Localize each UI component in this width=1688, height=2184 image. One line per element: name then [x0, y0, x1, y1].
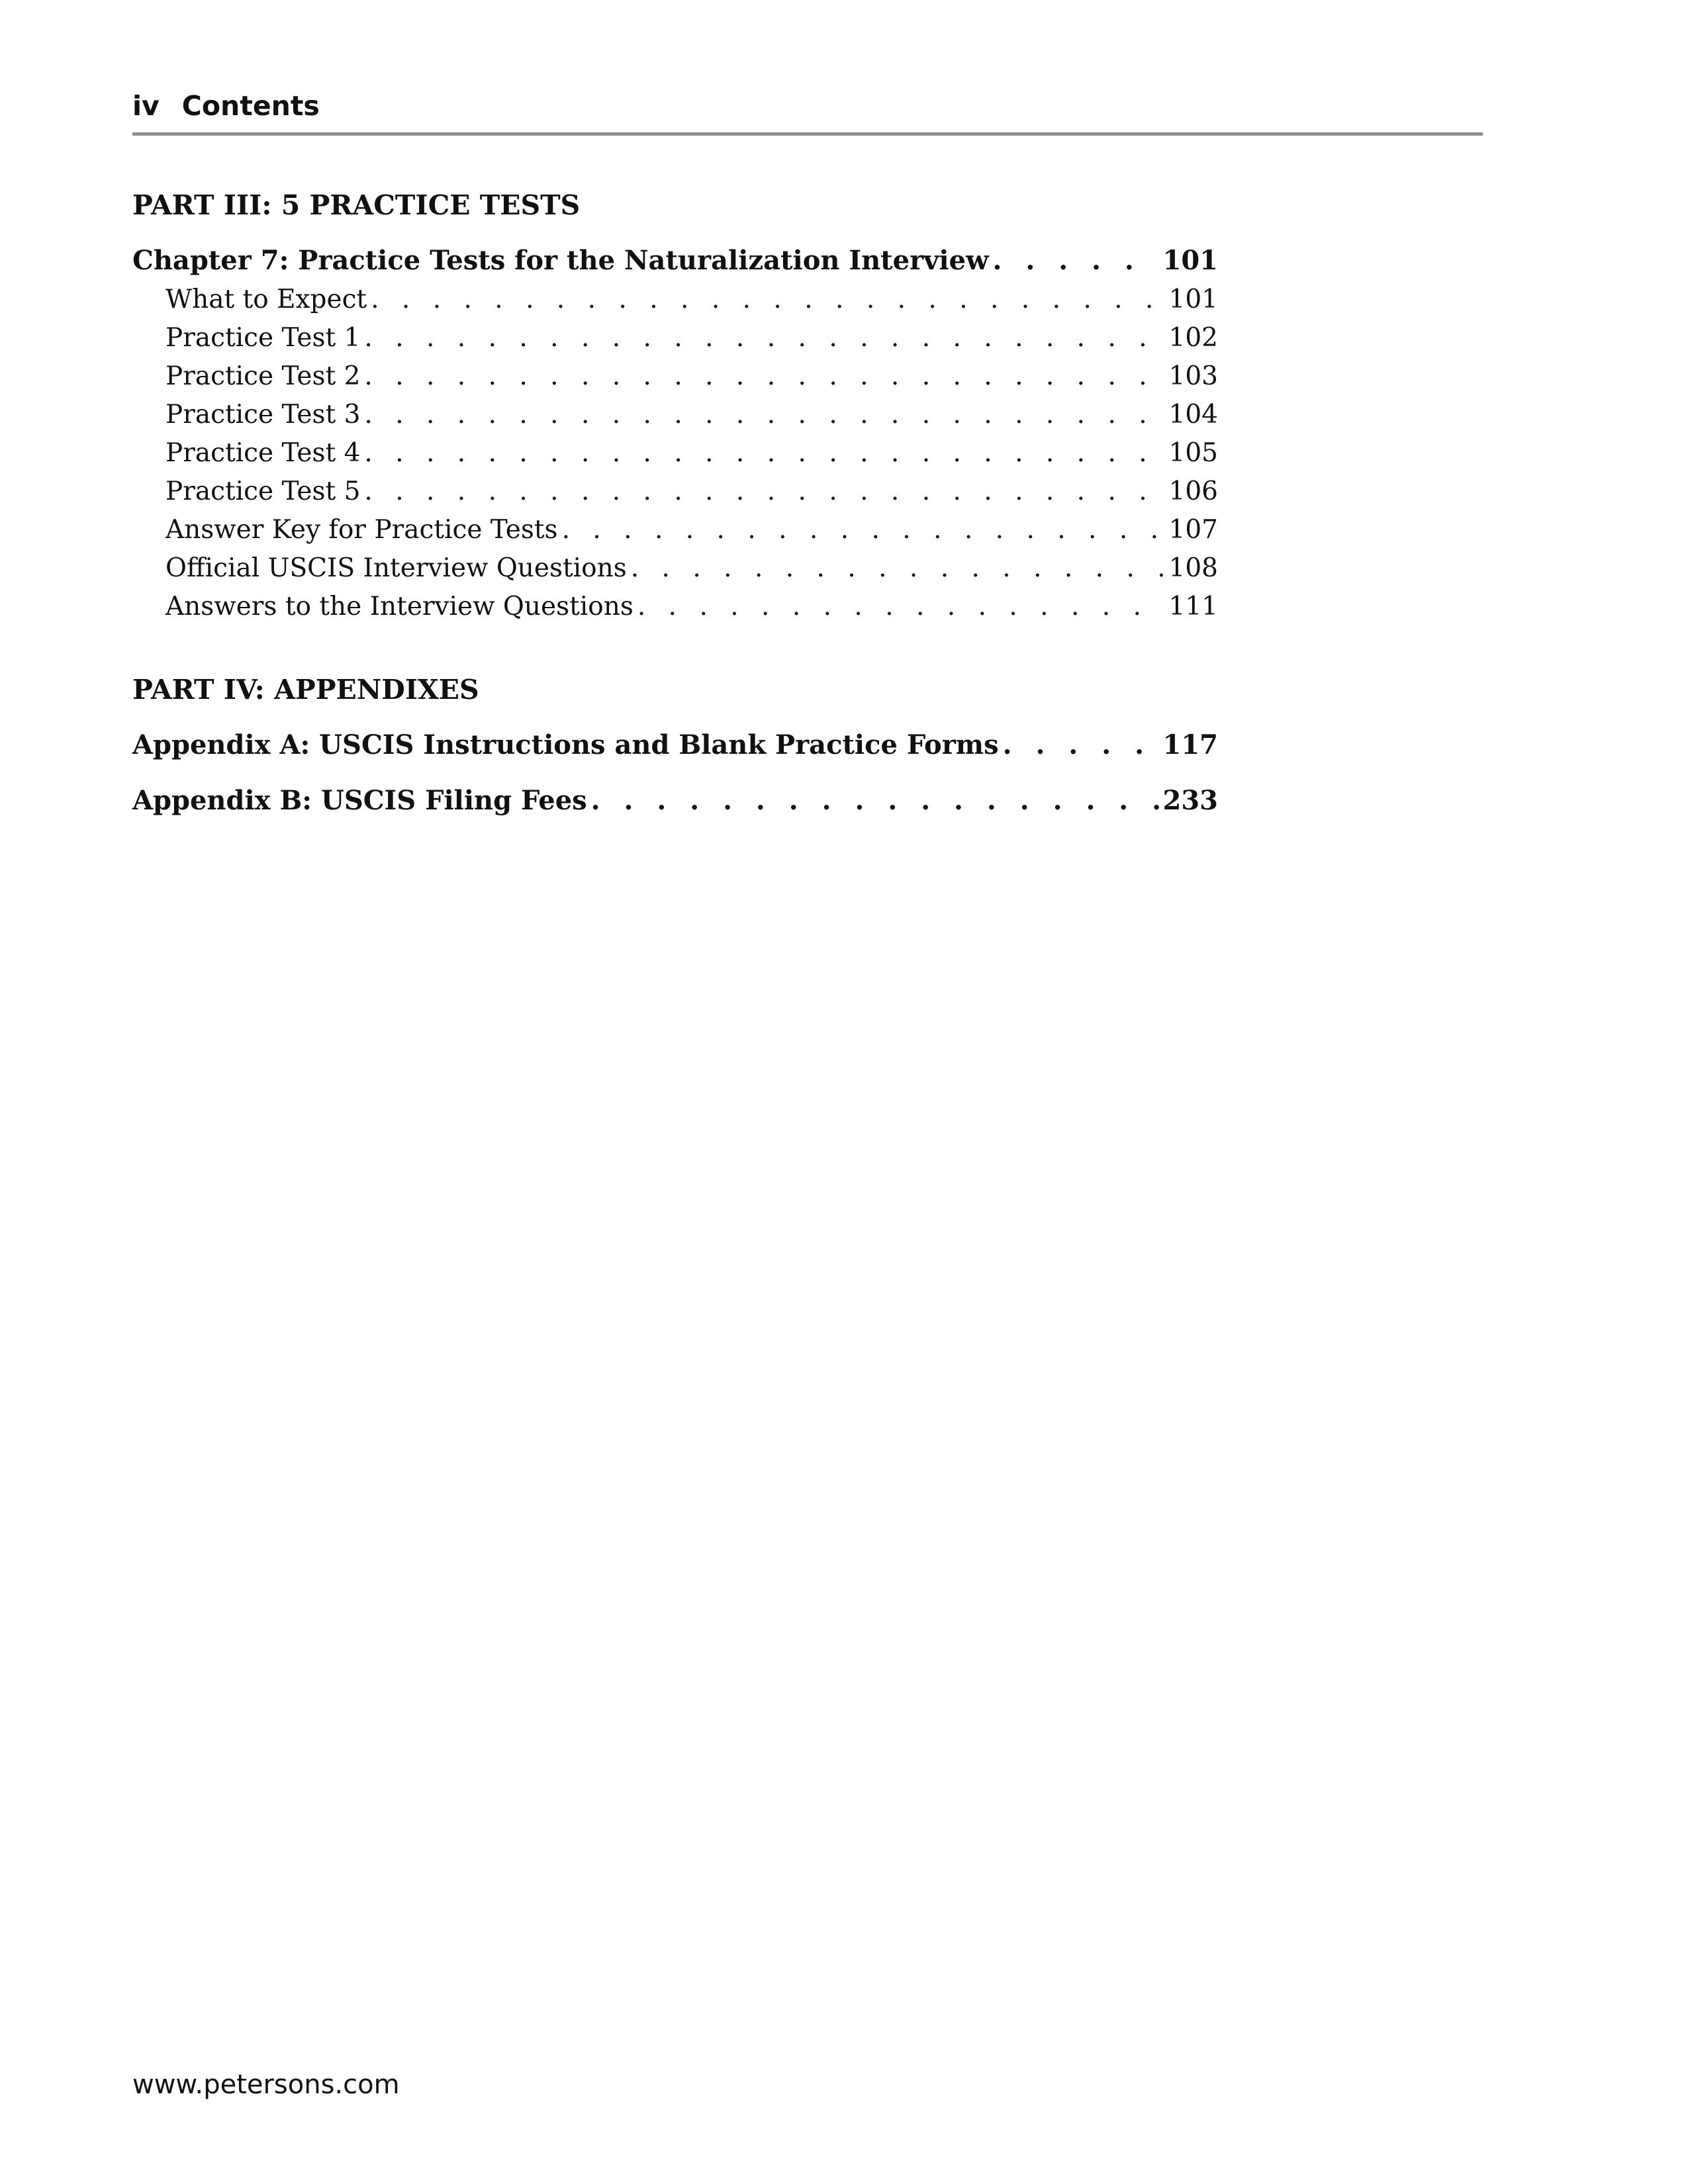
entry-title: Official USCIS Interview Questions	[165, 553, 627, 583]
entry-title: What to Expect	[165, 285, 367, 314]
part-heading: PART IV: APPENDIXES	[132, 674, 479, 705]
dot-leader	[591, 781, 1159, 821]
entry-title: Practice Test 2	[165, 361, 361, 391]
entry-title: Practice Test 5	[165, 477, 361, 506]
appendix-page-number: 117	[1162, 729, 1218, 760]
toc-entry[interactable]	[132, 357, 1218, 396]
page-number: iv	[132, 90, 160, 122]
toc-entry[interactable]	[132, 473, 1218, 511]
chapter-title: Chapter 7: Practice Tests for the Naturalization Interview	[132, 245, 989, 276]
header-rule	[132, 132, 1483, 136]
running-head	[132, 86, 320, 126]
entry-page-number: 104	[1168, 400, 1218, 430]
entry-page-number: 103	[1168, 361, 1218, 391]
table-of-contents	[132, 185, 1218, 821]
toc-entry[interactable]	[132, 319, 1218, 357]
toc-entry[interactable]	[132, 396, 1218, 434]
entry-page-number: 106	[1168, 477, 1218, 506]
entry-title: Practice Test 1	[165, 323, 361, 353]
toc-entry[interactable]	[132, 434, 1218, 473]
entry-title: Answer Key for Practice Tests	[165, 515, 558, 545]
entry-page-number: 105	[1168, 438, 1218, 468]
dot-leader	[364, 357, 1164, 396]
toc-entry[interactable]	[132, 281, 1218, 319]
appendix-page-number: 233	[1162, 785, 1218, 816]
appendix-title: Appendix A: USCIS Instructions and Blank Practice Forms	[132, 729, 999, 760]
part-heading: PART III: 5 PRACTICE TESTS	[132, 189, 581, 221]
entry-title: Practice Test 3	[165, 400, 361, 430]
entry-page-number: 111	[1168, 592, 1218, 621]
toc-entry[interactable]	[132, 588, 1218, 626]
dot-leader	[364, 434, 1164, 473]
running-head-title: Contents	[181, 90, 320, 122]
dot-leader	[631, 549, 1165, 588]
dot-leader	[364, 319, 1164, 357]
entry-page-number: 107	[1168, 515, 1218, 545]
dot-leader	[993, 241, 1159, 281]
chapter-page-number: 101	[1162, 245, 1218, 276]
dot-leader	[1003, 725, 1159, 765]
appendix-entry[interactable]	[132, 725, 1218, 765]
dot-leader	[364, 396, 1164, 434]
entry-page-number: 101	[1168, 285, 1218, 314]
chapter-entry[interactable]	[132, 241, 1218, 281]
appendix-title: Appendix B: USCIS Filing Fees	[132, 785, 587, 816]
dot-leader	[371, 281, 1164, 319]
toc-entry[interactable]	[132, 549, 1218, 588]
entry-page-number: 102	[1168, 323, 1218, 353]
entry-title: Answers to the Interview Questions	[165, 592, 633, 621]
dot-leader	[637, 588, 1165, 626]
entry-page-number: 108	[1168, 553, 1218, 583]
appendix-entry[interactable]	[132, 781, 1218, 821]
dot-leader	[562, 511, 1165, 549]
footer-website-url: www.petersons.com	[132, 2070, 400, 2100]
toc-entry[interactable]	[132, 511, 1218, 549]
entry-title: Practice Test 4	[165, 438, 361, 468]
dot-leader	[364, 473, 1164, 511]
